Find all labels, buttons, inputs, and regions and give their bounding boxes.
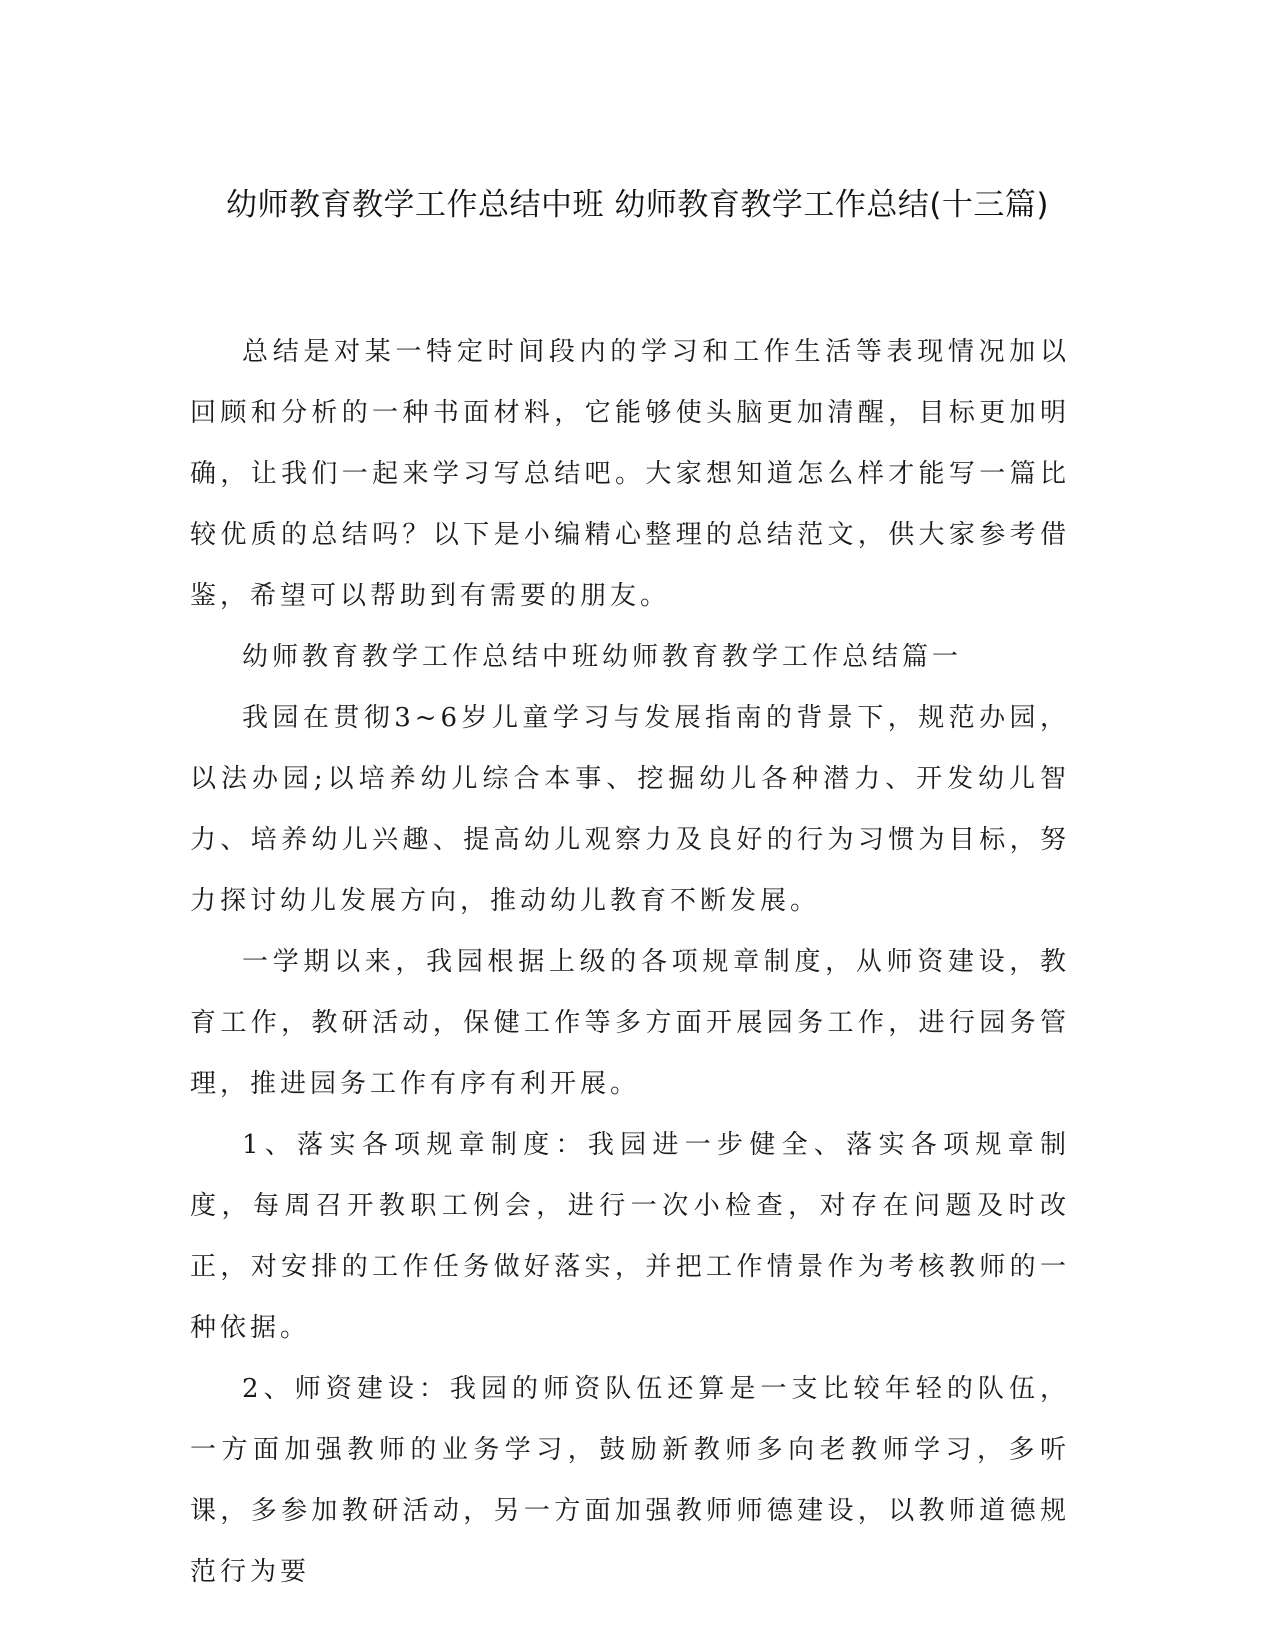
numbered-paragraph: 1、落实各项规章制度：我园进一步健全、落实各项规章制度，每周召开教职工例会，进行一次小检查，对存在问题及时改正，对安排的工作任务做好落实，并把工作情景作为考核教师的一种依据。 [190,1130,1070,1343]
document-body [190,322,1070,1603]
numbered-paragraph: 2、师资建设：我园的师资队伍还算是一支比较年轻的队伍，一方面加强教师的业务学习，鼓励新教师多向老教师学习，多听课，多参加教研活动，另一方面加强教师师德建设，以教师道德规范行为要 [190,1374,1070,1587]
body-paragraph: 一学期以来，我园根据上级的各项规章制度，从师资建设，教育工作，教研活动，保健工作等多方面开展园务工作，进行园务管理，推进园务工作有序有利开展。 [190,947,1070,1099]
section-heading: 幼师教育教学工作总结中班幼师教育教学工作总结篇一 [242,642,963,672]
body-paragraph: 我园在贯彻3~6岁儿童学习与发展指南的背景下，规范办园，以法办园;以培养幼儿综合本事、挖掘幼儿各种潜力、开发幼儿智力、培养幼儿兴趣、提高幼儿观察力及良好的行为习惯为目标，努力探讨幼儿发展方向，推动幼儿教育不断发展。 [190,703,1070,916]
intro-paragraph: 总结是对某一特定时间段内的学习和工作生活等表现情况加以回顾和分析的一种书面材料，它能够使头脑更加清醒，目标更加明确，让我们一起来学习写总结吧。大家想知道怎么样才能写一篇比较优质的总结吗？以下是小编精心整理的总结范文，供大家参考借鉴，希望可以帮助到有需要的朋友。 [190,337,1070,611]
document-title: 幼师教育教学工作总结中班 幼师教育教学工作总结(十三篇) [225,187,1050,223]
